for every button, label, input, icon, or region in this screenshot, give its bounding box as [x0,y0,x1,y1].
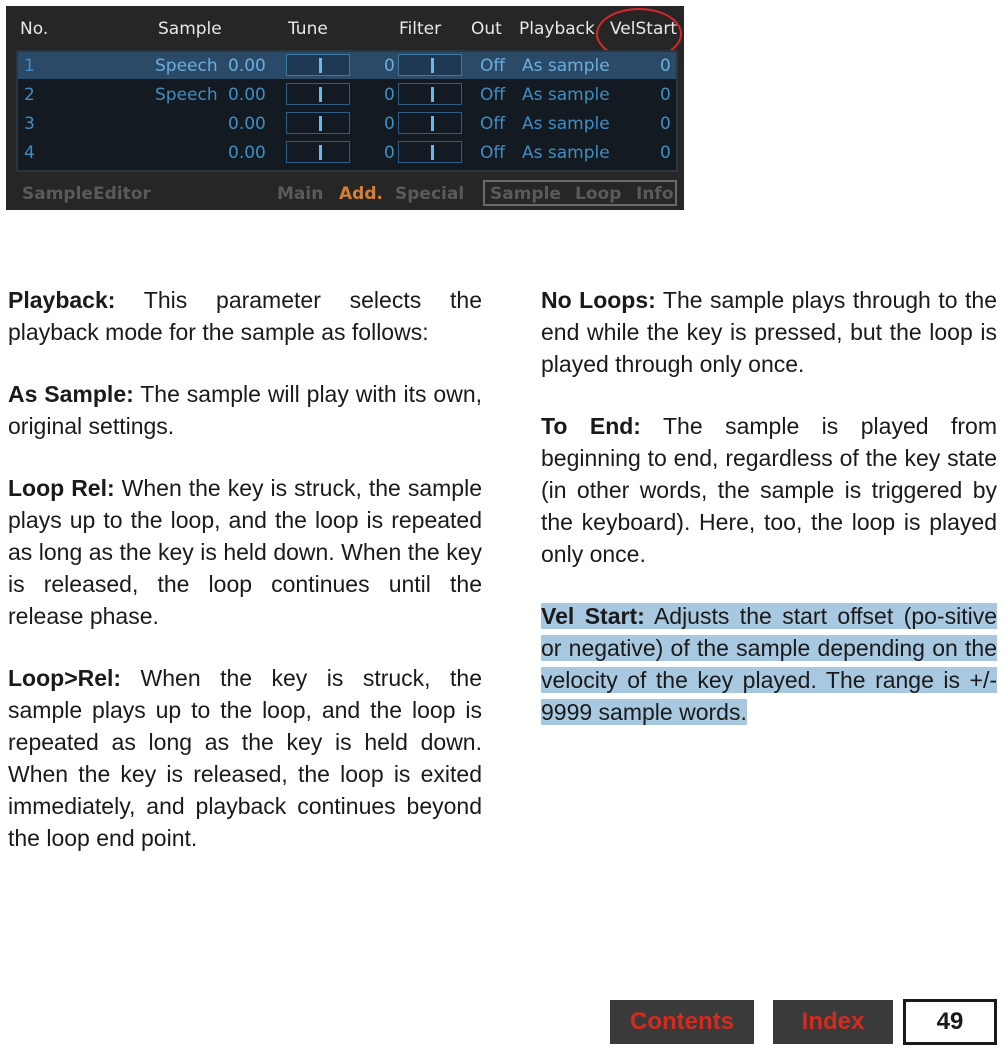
desc-as-sample: The sample will play with its own, original settings. [8,381,483,439]
row-number: 4 [24,143,35,163]
row-playback[interactable]: As sample [522,114,610,134]
left-column [8,284,482,884]
sample-row-2[interactable] [18,81,676,108]
desc-vel-start: Adjusts the start offset (po-sitive or negative) of the sample depending on the velocity of the key played. The range is +/- 9999 sample words. [541,603,997,725]
column-header-row [6,6,684,50]
term-vel-start: Vel Start: [541,603,645,629]
term-loop-rel: Loop Rel: [8,475,115,501]
row-velstart[interactable]: 0 [660,143,671,163]
sample-editor-screenshot [6,6,684,210]
term-to-end: To End: [541,413,641,439]
row-velstart[interactable]: 0 [660,56,671,76]
term-as-sample: As Sample: [8,381,134,407]
sample-grid[interactable] [16,50,678,172]
sample-row-3[interactable] [18,110,676,137]
row-filter[interactable]: 0 [384,143,395,163]
header-no: No. [20,19,49,39]
slider-handle[interactable] [431,87,434,102]
row-filter[interactable]: 0 [384,56,395,76]
paragraph-to-end [541,410,997,570]
desc-loop-gt-rel: When the key is struck, the sample plays up to the loop, and the loop is repeated as long as the key is held down. When the key is released, the loop is exited immediately, and playback continues beyond the loop end point. [8,665,482,851]
slider-handle[interactable] [431,58,434,73]
sample-row-1[interactable] [18,52,676,79]
editor-footer [6,176,684,210]
tab-special[interactable]: Special [395,184,465,204]
right-column [541,284,997,758]
row-number: 1 [24,56,35,76]
tab-main[interactable]: Main [277,184,324,204]
header-tune: Tune [288,19,328,39]
row-out[interactable]: Off [480,56,506,76]
vel-start-highlight [541,603,997,725]
row-out[interactable]: Off [480,85,506,105]
paragraph-as-sample [8,378,482,442]
tab-add[interactable]: Add. [339,184,383,204]
desc-no-loops: The sample plays through to the end while the key is pressed, but the loop is played through only once. [541,287,997,377]
header-velstart: VelStart [610,19,678,39]
row-playback[interactable]: As sample [522,143,610,163]
slider-handle[interactable] [319,145,322,160]
slider-handle[interactable] [319,116,322,131]
tab-sample[interactable]: Sample [490,184,561,204]
paragraph-playback [8,284,482,348]
editor-title: SampleEditor [22,184,151,204]
tune-slider[interactable] [286,54,350,76]
desc-loop-rel: When the key is struck, the sample plays up to the loop, and the loop is repeated as long as the key is held down. When the key is released, the loop continues until the release phase. [8,475,482,629]
row-sample[interactable]: Speech [155,56,218,76]
paragraph-loop-gt-rel [8,662,482,854]
tab-info[interactable]: Info [636,184,674,204]
row-sample[interactable]: Speech [155,85,218,105]
filter-slider[interactable] [398,141,462,163]
paragraph-no-loops [541,284,997,380]
header-sample: Sample [158,19,222,39]
term-loop-gt-rel: Loop>Rel: [8,665,122,691]
term-no-loops: No Loops: [541,287,656,313]
filter-slider[interactable] [398,112,462,134]
slider-handle[interactable] [431,116,434,131]
slider-handle[interactable] [319,58,322,73]
page-number: 49 [903,999,997,1045]
paragraph-vel-start [541,600,997,728]
row-velstart[interactable]: 0 [660,85,671,105]
tab-loop[interactable]: Loop [575,184,622,204]
row-filter[interactable]: 0 [384,114,395,134]
filter-slider[interactable] [398,54,462,76]
row-number: 3 [24,114,35,134]
row-velstart[interactable]: 0 [660,114,671,134]
tune-slider[interactable] [286,83,350,105]
filter-slider[interactable] [398,83,462,105]
header-out: Out [471,19,502,39]
row-out[interactable]: Off [480,114,506,134]
header-playback: Playback [519,19,595,39]
desc-to-end: The sample is played from beginning to end, regardless of the key state (in other words, the sample is triggered by the keyboard). Here, too, the loop is played only once. [541,413,997,567]
row-playback[interactable]: As sample [522,56,610,76]
slider-handle[interactable] [319,87,322,102]
tune-slider[interactable] [286,112,350,134]
row-playback[interactable]: As sample [522,85,610,105]
slider-handle[interactable] [431,145,434,160]
row-out[interactable]: Off [480,143,506,163]
row-filter[interactable]: 0 [384,85,395,105]
paragraph-loop-rel [8,472,482,632]
row-number: 2 [24,85,35,105]
row-tune[interactable]: 0.00 [228,85,266,105]
sample-row-4[interactable] [18,139,676,166]
tune-slider[interactable] [286,141,350,163]
header-filter: Filter [399,19,442,39]
row-tune[interactable]: 0.00 [228,56,266,76]
term-playback: Playback: [8,287,116,313]
contents-button[interactable]: Contents [610,1000,754,1044]
row-tune[interactable]: 0.00 [228,143,266,163]
index-button[interactable]: Index [773,1000,893,1044]
desc-playback: This parameter selects the playback mode for the sample as follows: [8,287,482,345]
row-tune[interactable]: 0.00 [228,114,266,134]
